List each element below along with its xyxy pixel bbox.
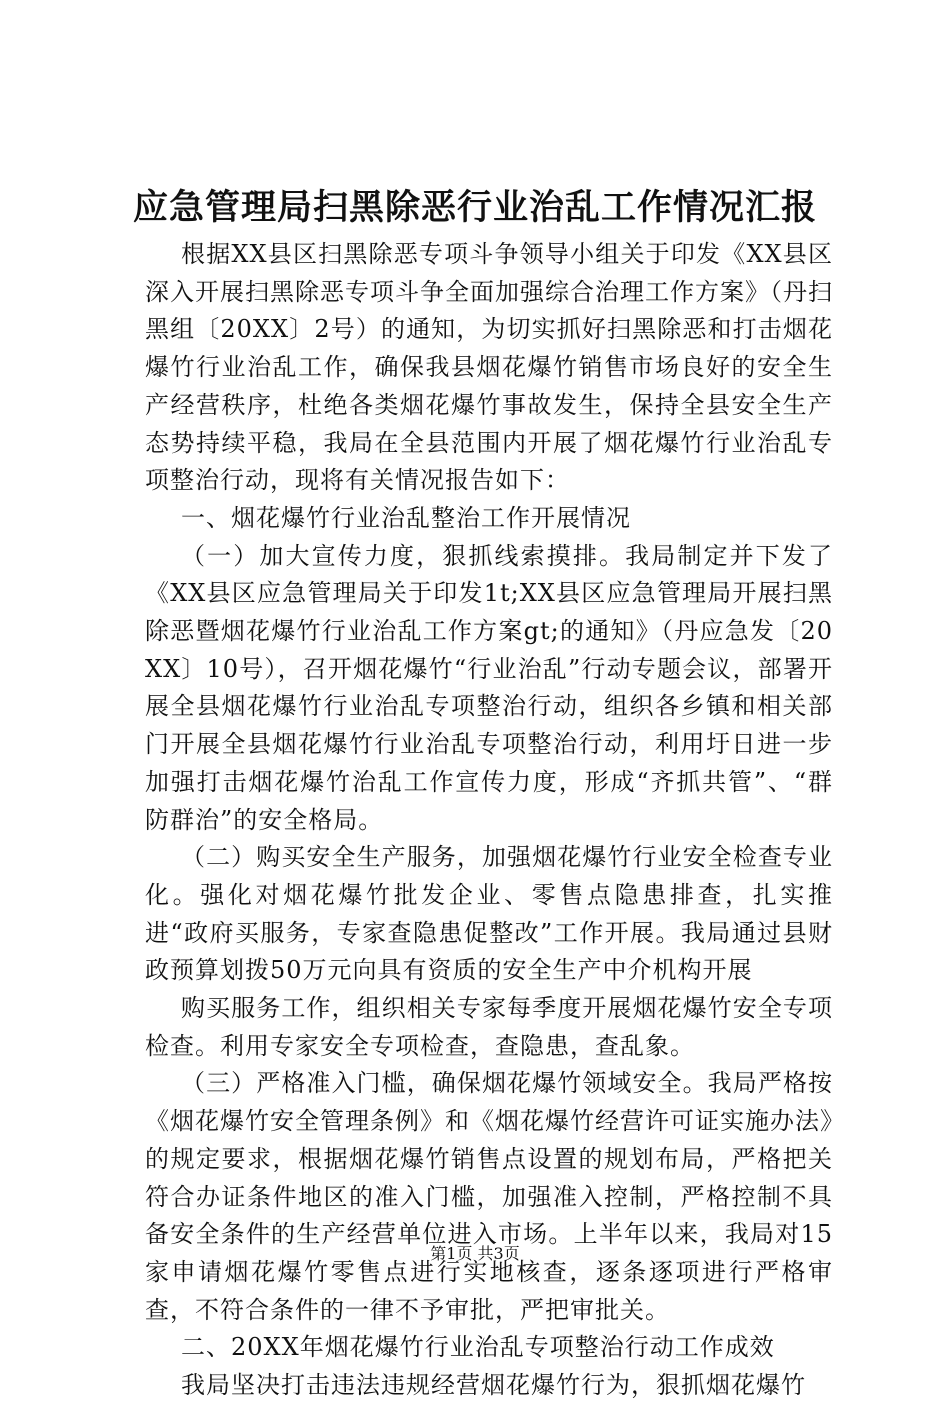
page-footer: 第1页 共3页 <box>430 1244 520 1263</box>
document-body <box>145 236 833 1405</box>
paragraph-item-2-continued: 购买服务工作，组织相关专家每季度开展烟花爆竹安全专项检查。利用专家安全专项检查，查隐患，查乱象。 <box>145 994 833 1060</box>
section-heading-2: 二、20XX年烟花爆竹行业治乱专项整治行动工作成效 <box>181 1333 775 1362</box>
paragraph-item-3: （三）严格准入门槛，确保烟花爆竹领域安全。我局严格按《烟花爆竹安全管理条例》和《烟花爆竹经营许可证实施办法》的规定要求，根据烟花爆竹销售点设置的规划布局，严格把关符合办证条件地区的准入门槛，加强准入控制，严格控制不具备安全条件的生产经营单位进入市场。上半年以来，我局对15家申请烟花爆竹零售点进行实地核查，逐条逐项进行严格审查，不符合条件的一律不予审批，严把审批关。 <box>145 1069 833 1324</box>
paragraph-item-2: （二）购买安全生产服务，加强烟花爆竹行业安全检查专业化。强化对烟花爆竹批发企业、零售点隐患排查，扎实推进“政府买服务，专家查隐患促整改”工作开展。我局通过县财政预算划拨50万元向具有资质的安全生产中介机构开展 <box>145 843 833 985</box>
paragraph-item-1: （一）加大宣传力度，狠抓线索摸排。我局制定并下发了《XX县区应急管理局关于印发1t;XX县区应急管理局开展扫黑除恶暨烟花爆竹行业治乱工作方案gt;的通知》（丹应急发〔20XX〕10号），召开烟花爆竹“行业治乱”行动专题会议，部署开展全县烟花爆竹行业治乱专项整治行动，组织各乡镇和相关部门开展全县烟花爆竹行业治乱专项整治行动，利用圩日进一步加强打击烟花爆竹治乱工作宣传力度，形成“齐抓共管”、“群防群治”的安全格局。 <box>145 541 833 834</box>
document-title: 应急管理局扫黑除恶行业治乱工作情况汇报 <box>132 187 817 228</box>
paragraph-results: 我局坚决打击违法违规经营烟花爆竹行为，狠抓烟花爆竹 <box>181 1371 806 1400</box>
section-heading-1: 一、烟花爆竹行业治乱整治工作开展情况 <box>181 503 631 532</box>
paragraph-intro: 根据XX县区扫黑除恶专项斗争领导小组关于印发《XX县区深入开展扫黑除恶专项斗争全面加强综合治理工作方案》（丹扫黑组〔20XX〕2号）的通知，为切实抓好扫黑除恶和打击烟花爆竹行业治乱工作，确保我县烟花爆竹销售市场良好的安全生产经营秩序，杜绝各类烟花爆竹事故发生，保持全县安全生产态势持续平稳，我局在全县范围内开展了烟花爆竹行业治乱专项整治行动，现将有关情况报告如下： <box>145 240 833 495</box>
